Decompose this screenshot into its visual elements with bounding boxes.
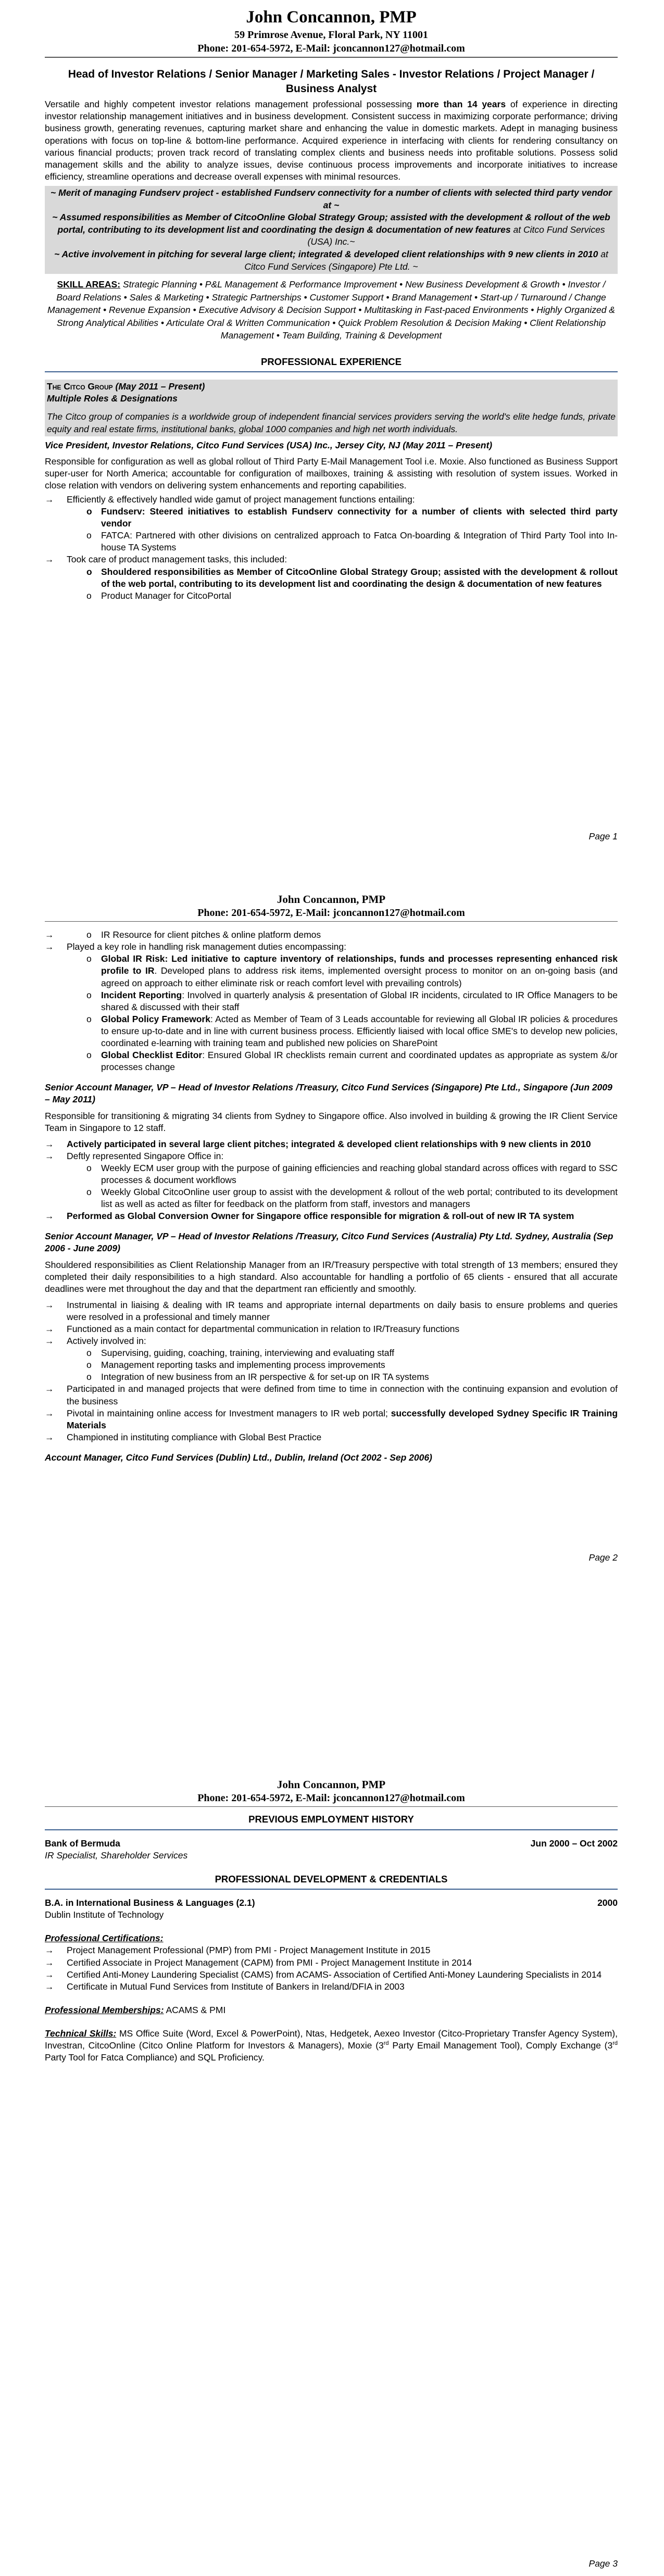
job-title: Account Manager, Citco Fund Services (Dublin) Ltd., Dublin, Ireland (Oct 2002 - Sep 2006) — [45, 1452, 432, 1463]
certifications-list — [45, 1944, 618, 1992]
continued-item — [45, 929, 618, 941]
employer-dates: Jun 2000 – Oct 2002 — [530, 1838, 618, 1849]
sub-bullet: o Integration of new business from an IR perspective & for set-up on IR TA systems — [45, 1371, 618, 1383]
citco-description: The Citco group of companies is a worldwide group of independent financial services providers serving the world's elite hedge funds, private equity and real estate firms, institutional banks, global 1000 companies and high net worth individuals. — [47, 411, 616, 434]
job-bullets — [45, 1138, 618, 1223]
header-rule — [45, 57, 618, 58]
section-rule — [45, 1889, 618, 1890]
sub-bullet: o Shouldered responsibilities as Member of CitcoOnline Global Strategy Group; assisted with the development & rollout of the web portal, contributing to its development list and coordinating the design & documentation of new features — [45, 566, 618, 590]
job-title: Senior Account Manager, VP – Head of Investor Relations /Treasury, Citco Fund Services (Singapore) Pte Ltd., Singapore (Jun 2009 – May 2011) — [45, 1082, 612, 1105]
degree-year: 2000 — [597, 1898, 618, 1908]
address: 59 Primrose Avenue, Floral Park, NY 11001 — [234, 29, 428, 41]
contact-line: Phone: 201-654-5972, E-Mail: jconcannon127@hotmail.com — [197, 42, 465, 54]
sub-bullet: o Weekly ECM user group with the purpose of gaining efficiencies and reaching global standard across offices with regard to SSC processes & document workflows — [45, 1162, 618, 1186]
section-rule — [45, 1829, 618, 1830]
job-description: Responsible for transitioning & migrating 34 clients from Sydney to Singapore office. Also involved in building & growing the IR Client Service Team in Singapore to 12 staff. — [45, 1110, 618, 1133]
development-heading: PROFESSIONAL DEVELOPMENT & CREDENTIALS — [215, 1873, 448, 1884]
job-bullets — [45, 1299, 618, 1443]
bullet: → Deftly represented Singapore Office in: o Weekly ECM user group with the purpose of gaining efficiencies and reaching global standard across offices with regard to SSC processes & document workflows o Weekly Global CitcoOnline user group to assist with the development & rollout of the web portal; contributed to its development list as well as acted as filter for feedback on the platform from staff, investors and managers — [45, 1150, 618, 1210]
sub-bullet: o Global Policy Framework: Acted as Member of Team of 3 Leads accountable for reviewing all Global IR policies & procedures to ensure up-to-date and in line with current business process. Efficiently liaised with local office SME's to develop new policies, coordinated e-learning with training team and published new policies on SharePoint — [45, 1013, 618, 1049]
header-rule — [45, 1806, 618, 1807]
sub-bullet: o Product Manager for CitcoPortal — [45, 590, 618, 602]
certification: → Certified Anti-Money Laundering Specialist (CAMS) from ACAMS- Association of Certified Anti-Money Laundering Specialists in 2014 — [45, 1969, 618, 1981]
bullet: → Took care of product management tasks, this included: o Shouldered responsibilities as Member of CitcoOnline Global Strategy Group; assisted with the development & rollout of the web portal, contributing to its development list and coordinating the design & documentation of new features o Product Manager for CitcoPortal — [45, 554, 618, 601]
bullet: → Played a key role in handling risk management duties encompassing: o Global IR Risk: Led initiative to capture inventory of relationships, funds and processes representing enhanced risk profile to IR. Developed plans to address risk items, implemented oversight process to monitor on an on-going basis (and agreed on approach to either eliminate risk or reach comfort level with prevailing controls) o Incident Reporting: Involved in quarterly analysis & presentation of Global IR incidents, circulated to IR Office Managers to be shared & discussed with their staff o Global Policy Framework: Acted as Member of Team of 3 Leads accountable for reviewing all Global IR policies & procedures to ensure up-to-date and in line with current business process. Efficiently liaised with local office SME's to develop new policies, coordinated e-learning with training team and published new policies on SharePoint o Global Checklist Editor: Ensured Global IR checklists remain current and coordinated updates as appropriate as system &/or processes change — [45, 941, 618, 1073]
merit-1: ~ Merit of managing Fundserv project - established Fundserv connectivity for a number of clients with selected third party vendor at ~ — [51, 187, 612, 210]
header-rule — [45, 921, 618, 922]
education-row — [45, 1897, 618, 1909]
bullet: → Actively participated in several large client pitches; integrated & developed client relationships with 9 new clients in 2010 — [45, 1138, 618, 1150]
job-bullets-continued — [45, 929, 618, 1073]
previous-employment-heading: PREVIOUS EMPLOYMENT HISTORY — [248, 1814, 414, 1825]
skill-areas: SKILL AREAS: Strategic Planning • P&L Management & Performance Improvement • New Business Development & Growth • Investor / Board Relations • Sales & Marketing • Strategic Partnerships • Customer Support • Brand Management • Start-up / Turnaround / Change Management • Revenue Expansion • Executive Advisory & Decision Support • Multitasking in Fast-paced Environments • Highly Organized & Strong Analytical Abilities • Articulate Oral & Written Communication • Quick Problem Resolution & Decision Making • Client Relationship Management • Team Building, Training & Development — [47, 279, 615, 341]
degree: B.A. in International Business & Languages (2.1) — [45, 1898, 255, 1908]
sub-bullet: o FATCA: Partnered with other divisions on centralized approach to Fatca On-boarding & Integration of Third Party Tool into In-house TA Systems — [45, 530, 618, 554]
job-title: Vice President, Investor Relations, Citco Fund Services (USA) Inc., Jersey City, NJ (May 2011 – Present) — [45, 439, 493, 450]
merit-2: ~ Assumed responsibilities as Member of CitcoOnline Global Strategy Group; assisted with the development & rollout of the web portal, contributing to its development list and coordinating the design & documentation of new features at Citco Fund Services (USA) Inc.~ — [52, 212, 610, 247]
sub-bullet: o Fundserv: Steered initiatives to establish Fundserv connectivity for a number of clients with selected third party vendor — [45, 506, 618, 530]
technical-skills: Technical Skills: MS Office Suite (Word, Excel & PowerPoint), Ntas, Hedgetek, Aexeo Investor (Citco-Proprietary Transfer Agency System), Investran, CitcoOnline (Citco Online Platform for Investors & Managers), Moxie (3rd Party Email Management Tool), Comply Exchange (3rd Party Tool for Fatca Compliance) and SQL Proficiency. — [45, 2028, 618, 2063]
bullet: → Functioned as a main contact for departmental communication in relation to IR/Treasury functions — [45, 1323, 618, 1335]
job-bullets — [45, 494, 618, 602]
sub-bullet: o Supervising, guiding, coaching, training, interviewing and evaluating staff — [45, 1347, 618, 1359]
sub-bullet: o Management reporting tasks and implementing process improvements — [45, 1359, 618, 1371]
sub-bullet: o Global Checklist Editor: Ensured Global IR checklists remain current and coordinated updates as appropriate as system &/or processes change — [45, 1049, 618, 1073]
page-number: Page 2 — [588, 1552, 618, 1563]
sub-bullet: o Weekly Global CitcoOnline user group to assist with the development & rollout of the web portal; contributed to its development list as well as acted as filter for feedback on the platform from staff, investors and managers — [45, 1186, 618, 1210]
employer-role: IR Specialist, Shareholder Services — [45, 1850, 188, 1861]
bullet: → Efficiently & effectively handled wide gamut of project management functions entailing: o Fundserv: Steered initiatives to establish Fundserv connectivity for a number of clients with selected third party vendor o FATCA: Partnered with other divisions on centralized approach to Fatca On-boarding & Integration of Third Party Tool into In-house TA Systems — [45, 494, 618, 554]
certification: → Certified Associate in Project Management (CAPM) from PMI - Project Management Institute in 2014 — [45, 1957, 618, 1969]
contact-line: Phone: 201-654-5972, E-Mail: jconcannon127@hotmail.com — [197, 1792, 465, 1804]
sub-bullet: o Global IR Risk: Led initiative to capture inventory of relationships, funds and processes representing enhanced risk profile to IR. Developed plans to address risk items, implemented oversight process to monitor on an on-going basis (and agreed on approach to either eliminate risk or reach comfort level with prevailing controls) — [45, 953, 618, 989]
bullet: → Actively involved in: o Supervising, guiding, coaching, training, interviewing and evaluating staff o Management reporting tasks and implementing process improvements o Integration of new business from an IR perspective & for set-up on IR TA systems — [45, 1335, 618, 1383]
page-number: Page 3 — [588, 2558, 618, 2569]
employer-name: Bank of Bermuda — [45, 1838, 120, 1849]
page-number: Page 1 — [588, 831, 618, 841]
summary: Versatile and highly competent investor relations management professional possessing more than 14 years of experience in directing investor relationship management initiatives and in business development. Consistent success in maximizing corporate performance; driving business growth, generating revenues, capturing market share and enhancing the value in domestic markets. Adept in managing business operations with focus on top-line & bottom-line performance. Acquired experience in interfacing with clients for rendering consultancy on various financial products; proven track record of translating complex clients and business needs into profitable solutions. Possess solid management skills and the ability to analyze issues, devise continuous process improvements and incorporate initiatives to increase efficiency, streamline operations and decrease overall expenses with minimal resources. — [45, 99, 618, 182]
school: Dublin Institute of Technology — [45, 1909, 164, 1920]
merit-3: ~ Active involvement in pitching for several large client; integrated & developed client relationships with 9 new clients in 2010 at Citco Fund Services (Singapore) Pte Ltd. ~ — [54, 249, 608, 272]
headline: Head of Investor Relations / Senior Manager / Marketing Sales - Investor Relations / Project Manager / Business Analyst — [68, 68, 595, 95]
certification: → Certificate in Mutual Fund Services from Institute of Bankers in Ireland/DFIA in 2003 — [45, 1981, 618, 1993]
experience-heading: PROFESSIONAL EXPERIENCE — [260, 356, 402, 367]
citco-roles: Multiple Roles & Designations — [47, 393, 178, 404]
citco-box — [45, 380, 618, 436]
candidate-name: John Concannon, PMP — [246, 8, 417, 27]
employer-row — [45, 1838, 618, 1850]
memberships: Professional Memberships: ACAMS & PMI — [45, 2004, 226, 2015]
bullet: → Pivotal in maintaining online access for Investment managers to IR web portal; successfully developed Sydney Specific IR Training Materials — [45, 1408, 618, 1431]
job-title: Senior Account Manager, VP – Head of Investor Relations /Treasury, Citco Fund Services (Australia) Pty Ltd. Sydney, Australia (Sep 2006 - June 2009) — [45, 1231, 613, 1254]
citco-group-title: The Citco Group (May 2011 – Present) — [47, 381, 205, 392]
sub-bullet: o Incident Reporting: Involved in quarterly analysis & presentation of Global IR incidents, circulated to IR Office Managers to be shared & discussed with their staff — [45, 989, 618, 1013]
bullet: → Instrumental in liaising & dealing with IR teams and appropriate internal departments on daily basis to ensure problems and queries were resolved in a professional and timely manner — [45, 1299, 618, 1323]
candidate-name: John Concannon, PMP — [277, 893, 386, 906]
section-rule — [45, 371, 618, 372]
bullet: → Championed in instituting compliance with Global Best Practice — [45, 1431, 618, 1443]
job-description: Shouldered responsibilities as Client Relationship Manager from an IR/Treasury perspective with total strength of 13 members; ensured they completed their daily responsibilities to a high standard. Also accountable for handling a portfolio of 65 clients - ensured that all accurate deadlines were met throughout the day and that the department ran efficiently and smoothly. — [45, 1259, 618, 1294]
bullet: → Performed as Global Conversion Owner for Singapore office responsible for migration & roll-out of new IR TA system — [45, 1210, 618, 1222]
merits-box — [45, 186, 618, 274]
job-description: Responsible for configuration as well as global rollout of Third Party E-Mail Management Tool i.e. Moxie. Also functioned as Business Support super-user for North America; accountable for configuration of mailboxes, training & assisting with resolution of system issues. Worked in close relation with vendors on delivering system enhancements and reporting capabilities. — [45, 456, 618, 491]
certifications-label: Professional Certifications: — [45, 1933, 164, 1944]
sub-bullet: o → IR Resource for client pitches & online platform demos — [45, 929, 618, 941]
contact-line: Phone: 201-654-5972, E-Mail: jconcannon127@hotmail.com — [197, 907, 465, 919]
bullet: → Participated in and managed projects that were defined from time to time in connection with the continuing expansion and evolution of the business — [45, 1383, 618, 1407]
candidate-name: John Concannon, PMP — [277, 1778, 386, 1791]
certification: → Project Management Professional (PMP) from PMI - Project Management Institute in 2015 — [45, 1944, 618, 1956]
